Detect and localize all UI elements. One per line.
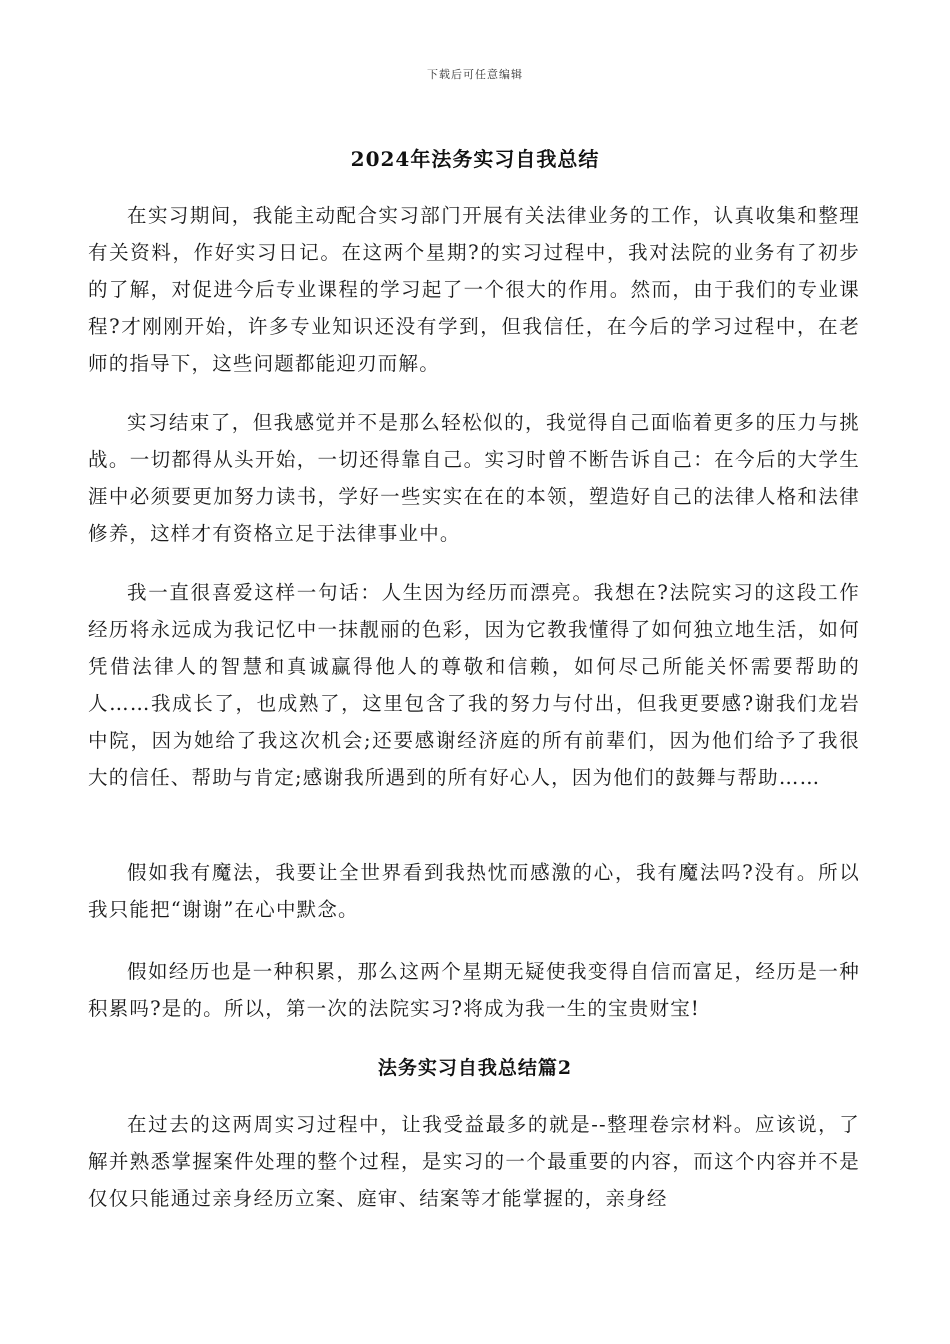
section-2-title: 法务实习自我总结篇2 [377,1057,573,1079]
paragraph-2: 实习结束了，但我感觉并不是那么轻松似的，我觉得自己面临着更多的压力与挑战。一切都得从头开始，一切还得靠自己。实习时曾不断告诉自己：在今后的大学生涯中必须要更加努力读书，学好一些实实在在的本领，塑造好自己的法律人格和法律修养，这样才有资格立足于法律事业中。 [88,411,860,545]
page-header-note: 下载后可任意编辑 [427,68,523,81]
section-2-paragraph-1: 在过去的这两周实习过程中，让我受益最多的就是--整理卷宗材料。应该说，了解并熟悉掌握案件处理的整个过程，是实习的一个最重要的内容，而这个内容并不是仅仅只能通过亲身经历立案、庭审、结案等才能掌握的，亲身经 [88,1113,860,1210]
paragraph-3: 我一直很喜爱这样一句话：人生因为经历而漂亮。我想在?法院实习的这段工作经历将永远成为我记忆中一抹靓丽的色彩，因为它教我懂得了如何独立地生活，如何凭借法律人的智慧和真诚赢得他人的尊敬和信赖，如何尽己所能关怀需要帮助的人……我成长了，也成熟了，这里包含了我的努力与付出，但我更要感?谢我们龙岩中院，因为她给了我这次机会;还要感谢经济庭的所有前辈们，因为他们给予了我很大的信任、帮助与肯定;感谢我所遇到的所有好心人，因为他们的鼓舞与帮助…… [88,581,860,789]
document-title: 2024年法务实习自我总结 [350,147,600,171]
paragraph-5: 假如经历也是一种积累，那么这两个星期无疑使我变得自信而富足，经历是一种积累吗?是的。所以，第一次的法院实习?将成为我一生的宝贵财宝! [88,960,860,1020]
paragraph-1: 在实习期间，我能主动配合实习部门开展有关法律业务的工作，认真收集和整理有关资料，作好实习日记。在这两个星期?的实习过程中，我对法院的业务有了初步的了解，对促进今后专业课程的学习起了一个很大的作用。然而，由于我们的专业课程?才刚刚开始，许多专业知识还没有学到，但我信任，在今后的学习过程中，在老师的指导下，这些问题都能迎刃而解。 [88,204,860,375]
paragraph-4: 假如我有魔法，我要让全世界看到我热忱而感激的心，我有魔法吗?没有。所以我只能把“谢谢”在心中默念。 [88,861,860,921]
